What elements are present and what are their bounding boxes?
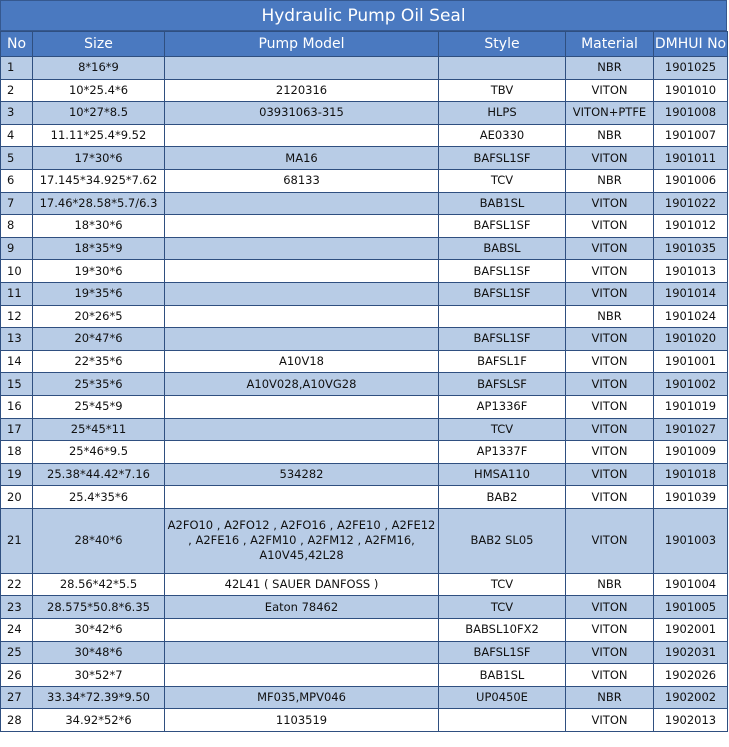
cell-size: 8*16*9: [33, 57, 165, 80]
cell-pump-model: [165, 619, 439, 642]
cell-size: 10*25.4*6: [33, 79, 165, 102]
table-row: [1, 79, 728, 102]
cell-size: 33.34*72.39*9.50: [33, 686, 165, 709]
cell-dmhui-no: 1901009: [654, 441, 728, 464]
cell-dmhui-no: 1901019: [654, 395, 728, 418]
cell-no: 19: [1, 463, 33, 486]
cell-style: TCV: [439, 169, 566, 192]
cell-pump-model: [165, 328, 439, 351]
cell-size: 25*45*9: [33, 395, 165, 418]
cell-size: 25*35*6: [33, 373, 165, 396]
cell-style: BAFSLSF: [439, 373, 566, 396]
cell-pump-model: 03931063-315: [165, 102, 439, 125]
cell-no: 10: [1, 260, 33, 283]
cell-style: BAFSL1SF: [439, 147, 566, 170]
cell-pump-model: [165, 237, 439, 260]
cell-dmhui-no: 1901020: [654, 328, 728, 351]
cell-size: 19*35*6: [33, 282, 165, 305]
cell-pump-model: 534282: [165, 463, 439, 486]
cell-size: 30*48*6: [33, 641, 165, 664]
cell-dmhui-no: 1901035: [654, 237, 728, 260]
cell-no: 16: [1, 395, 33, 418]
cell-style: TCV: [439, 573, 566, 596]
cell-no: 15: [1, 373, 33, 396]
cell-style: TCV: [439, 596, 566, 619]
table-row: [1, 169, 728, 192]
cell-size: 18*35*9: [33, 237, 165, 260]
cell-material: VITON: [566, 215, 654, 238]
cell-material: VITON: [566, 418, 654, 441]
cell-no: 20: [1, 486, 33, 509]
cell-dmhui-no: 1902002: [654, 686, 728, 709]
cell-size: 17.145*34.925*7.62: [33, 169, 165, 192]
cell-dmhui-no: 1902001: [654, 619, 728, 642]
cell-style: BAB2 SL05: [439, 508, 566, 573]
cell-no: 26: [1, 664, 33, 687]
cell-material: VITON: [566, 619, 654, 642]
cell-pump-model: [165, 418, 439, 441]
cell-style: BAFSL1F: [439, 350, 566, 373]
cell-no: 11: [1, 282, 33, 305]
cell-dmhui-no: 1901011: [654, 147, 728, 170]
cell-no: 21: [1, 508, 33, 573]
cell-dmhui-no: 1901018: [654, 463, 728, 486]
cell-style: UP0450E: [439, 686, 566, 709]
cell-dmhui-no: 1901004: [654, 573, 728, 596]
cell-style: BAFSL1SF: [439, 641, 566, 664]
cell-style: [439, 709, 566, 732]
table-row: [1, 395, 728, 418]
cell-pump-model: [165, 215, 439, 238]
table-row: [1, 237, 728, 260]
header-size: Size: [33, 32, 165, 57]
cell-no: 6: [1, 169, 33, 192]
cell-no: 24: [1, 619, 33, 642]
cell-dmhui-no: 1901006: [654, 169, 728, 192]
cell-size: 28.56*42*5.5: [33, 573, 165, 596]
header-material: Material: [566, 32, 654, 57]
cell-style: [439, 305, 566, 328]
cell-no: 3: [1, 102, 33, 125]
cell-pump-model: MF035,MPV046: [165, 686, 439, 709]
cell-size: 17*30*6: [33, 147, 165, 170]
cell-no: 5: [1, 147, 33, 170]
table-row: [1, 192, 728, 215]
cell-size: 30*52*7: [33, 664, 165, 687]
cell-pump-model: MA16: [165, 147, 439, 170]
table-row: [1, 102, 728, 125]
cell-material: VITON: [566, 395, 654, 418]
table-row: [1, 260, 728, 283]
cell-no: 8: [1, 215, 33, 238]
cell-material: VITON: [566, 596, 654, 619]
cell-material: VITON: [566, 441, 654, 464]
header-no: No: [1, 32, 33, 57]
cell-dmhui-no: 1901008: [654, 102, 728, 125]
cell-pump-model: [165, 395, 439, 418]
cell-style: BAFSL1SF: [439, 328, 566, 351]
cell-material: VITON: [566, 709, 654, 732]
cell-dmhui-no: 1901014: [654, 282, 728, 305]
cell-size: 25*45*11: [33, 418, 165, 441]
cell-material: VITON: [566, 328, 654, 351]
cell-pump-model: A2FO10 , A2FO12 , A2FO16 , A2FE10 , A2FE12 , A2FE16 , A2FM10 , A2FM12 , A2FM16, A10V45,42L28: [165, 508, 439, 573]
cell-pump-model: [165, 641, 439, 664]
cell-style: BABSL: [439, 237, 566, 260]
cell-dmhui-no: 1902031: [654, 641, 728, 664]
table-row: [1, 463, 728, 486]
cell-style: BAB1SL: [439, 192, 566, 215]
cell-dmhui-no: 1902013: [654, 709, 728, 732]
cell-dmhui-no: 1901012: [654, 215, 728, 238]
cell-size: 25*46*9.5: [33, 441, 165, 464]
cell-no: 17: [1, 418, 33, 441]
header-pump-model: Pump Model: [165, 32, 439, 57]
cell-material: NBR: [566, 169, 654, 192]
cell-dmhui-no: 1901005: [654, 596, 728, 619]
cell-pump-model: [165, 305, 439, 328]
table-row: [1, 418, 728, 441]
cell-pump-model: [165, 57, 439, 80]
cell-material: NBR: [566, 573, 654, 596]
table-row: [1, 57, 728, 80]
cell-material: VITON: [566, 463, 654, 486]
cell-pump-model: [165, 282, 439, 305]
table-row: [1, 147, 728, 170]
cell-material: NBR: [566, 686, 654, 709]
header-dmhui-no: DMHUI No: [654, 32, 728, 57]
cell-size: 18*30*6: [33, 215, 165, 238]
cell-no: 27: [1, 686, 33, 709]
table-row: [1, 596, 728, 619]
cell-material: VITON: [566, 508, 654, 573]
cell-size: 10*27*8.5: [33, 102, 165, 125]
cell-pump-model: A10V028,A10VG28: [165, 373, 439, 396]
cell-no: 13: [1, 328, 33, 351]
table-row: [1, 709, 728, 732]
oil-seal-table: [0, 31, 728, 732]
cell-style: BAB2: [439, 486, 566, 509]
cell-dmhui-no: 1901010: [654, 79, 728, 102]
cell-dmhui-no: 1901024: [654, 305, 728, 328]
cell-dmhui-no: 1902026: [654, 664, 728, 687]
header-style: Style: [439, 32, 566, 57]
cell-material: VITON: [566, 350, 654, 373]
table-row: [1, 282, 728, 305]
cell-pump-model: [165, 664, 439, 687]
table-title: Hydraulic Pump Oil Seal: [0, 0, 727, 31]
cell-style: AP1336F: [439, 395, 566, 418]
cell-no: 14: [1, 350, 33, 373]
cell-pump-model: [165, 441, 439, 464]
table-row: [1, 573, 728, 596]
table-row: [1, 486, 728, 509]
cell-no: 4: [1, 124, 33, 147]
cell-style: BAFSL1SF: [439, 260, 566, 283]
cell-pump-model: [165, 260, 439, 283]
cell-dmhui-no: 1901013: [654, 260, 728, 283]
cell-no: 23: [1, 596, 33, 619]
cell-style: BAFSL1SF: [439, 282, 566, 305]
cell-size: 17.46*28.58*5.7/6.3: [33, 192, 165, 215]
cell-dmhui-no: 1901002: [654, 373, 728, 396]
cell-material: NBR: [566, 57, 654, 80]
cell-no: 28: [1, 709, 33, 732]
cell-pump-model: 42L41 ( SAUER DANFOSS ): [165, 573, 439, 596]
cell-material: VITON: [566, 664, 654, 687]
cell-no: 1: [1, 57, 33, 80]
cell-material: VITON: [566, 373, 654, 396]
cell-material: VITON+PTFE: [566, 102, 654, 125]
cell-style: BAFSL1SF: [439, 215, 566, 238]
cell-material: NBR: [566, 124, 654, 147]
cell-no: 18: [1, 441, 33, 464]
cell-material: VITON: [566, 237, 654, 260]
cell-size: 34.92*52*6: [33, 709, 165, 732]
cell-no: 7: [1, 192, 33, 215]
cell-material: VITON: [566, 192, 654, 215]
table-row: [1, 641, 728, 664]
cell-size: 28*40*6: [33, 508, 165, 573]
cell-pump-model: 68133: [165, 169, 439, 192]
cell-size: 25.4*35*6: [33, 486, 165, 509]
cell-style: HMSA110: [439, 463, 566, 486]
cell-material: VITON: [566, 260, 654, 283]
cell-material: VITON: [566, 282, 654, 305]
header-row: [1, 32, 728, 57]
cell-size: 20*47*6: [33, 328, 165, 351]
cell-material: VITON: [566, 641, 654, 664]
cell-size: 28.575*50.8*6.35: [33, 596, 165, 619]
cell-style: AE0330: [439, 124, 566, 147]
cell-dmhui-no: 1901022: [654, 192, 728, 215]
cell-dmhui-no: 1901001: [654, 350, 728, 373]
cell-size: 19*30*6: [33, 260, 165, 283]
cell-style: TBV: [439, 79, 566, 102]
cell-pump-model: 1103519: [165, 709, 439, 732]
cell-dmhui-no: 1901007: [654, 124, 728, 147]
table-row: [1, 305, 728, 328]
cell-pump-model: A10V18: [165, 350, 439, 373]
cell-style: AP1337F: [439, 441, 566, 464]
table-body: [1, 57, 728, 732]
cell-pump-model: [165, 192, 439, 215]
cell-no: 12: [1, 305, 33, 328]
cell-dmhui-no: 1901039: [654, 486, 728, 509]
cell-style: BABSL10FX2: [439, 619, 566, 642]
cell-pump-model: Eaton 78462: [165, 596, 439, 619]
cell-dmhui-no: 1901027: [654, 418, 728, 441]
cell-material: VITON: [566, 486, 654, 509]
table-row: [1, 619, 728, 642]
cell-style: BAB1SL: [439, 664, 566, 687]
cell-dmhui-no: 1901025: [654, 57, 728, 80]
cell-no: 22: [1, 573, 33, 596]
table-row: [1, 441, 728, 464]
cell-material: NBR: [566, 305, 654, 328]
cell-size: 20*26*5: [33, 305, 165, 328]
table-row: [1, 215, 728, 238]
cell-size: 22*35*6: [33, 350, 165, 373]
cell-dmhui-no: 1901003: [654, 508, 728, 573]
cell-no: 25: [1, 641, 33, 664]
cell-style: HLPS: [439, 102, 566, 125]
table-row: [1, 508, 728, 573]
cell-no: 9: [1, 237, 33, 260]
table-row: [1, 373, 728, 396]
table-row: [1, 124, 728, 147]
cell-pump-model: [165, 124, 439, 147]
table-row: [1, 664, 728, 687]
cell-style: [439, 57, 566, 80]
table-row: [1, 686, 728, 709]
table-row: [1, 328, 728, 351]
cell-size: 30*42*6: [33, 619, 165, 642]
cell-pump-model: [165, 486, 439, 509]
cell-material: VITON: [566, 79, 654, 102]
cell-no: 2: [1, 79, 33, 102]
cell-material: VITON: [566, 147, 654, 170]
cell-size: 25.38*44.42*7.16: [33, 463, 165, 486]
table-row: [1, 350, 728, 373]
cell-size: 11.11*25.4*9.52: [33, 124, 165, 147]
cell-style: TCV: [439, 418, 566, 441]
cell-pump-model: 2120316: [165, 79, 439, 102]
